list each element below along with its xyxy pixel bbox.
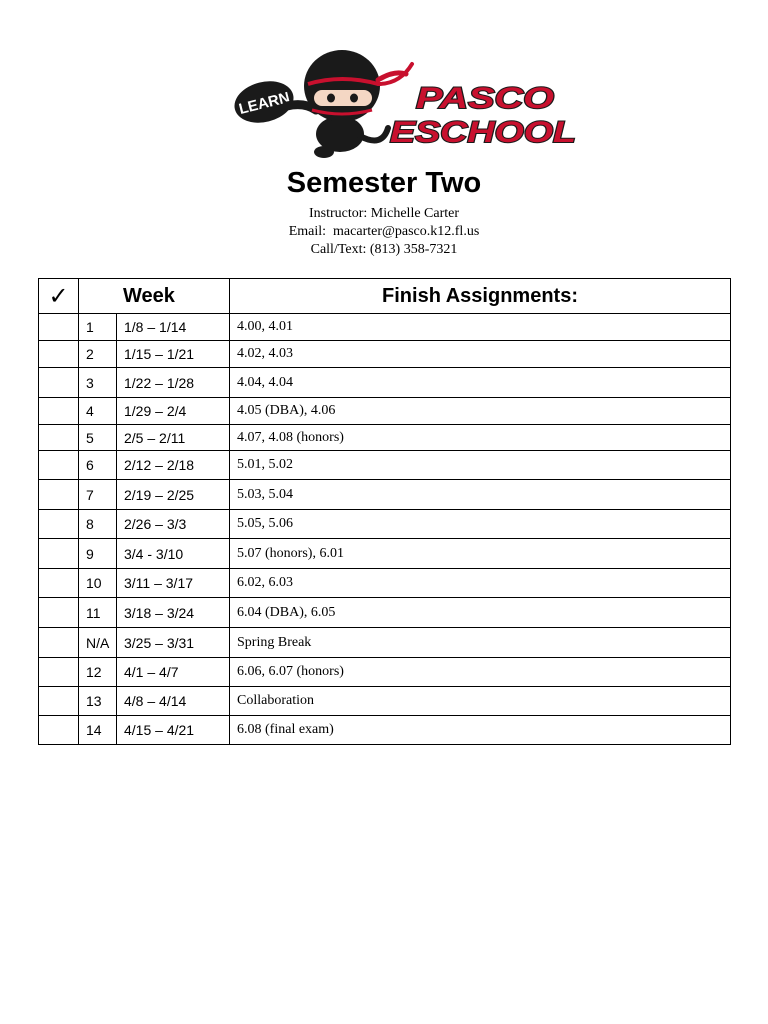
week-number-cell: 14 — [79, 716, 117, 745]
check-cell[interactable] — [39, 368, 79, 398]
ninja-mascot-icon — [232, 44, 582, 160]
table-row — [39, 658, 731, 687]
check-cell[interactable] — [39, 451, 79, 480]
table-row — [39, 628, 731, 658]
assignments-cell: 4.00, 4.01 — [230, 314, 731, 341]
date-range-cell: 3/25 – 3/31 — [117, 628, 230, 658]
table-header-row — [39, 279, 731, 314]
date-range-cell: 4/15 – 4/21 — [117, 716, 230, 745]
check-column-header: ✓ — [39, 279, 79, 314]
instructor-line: Instructor: Michelle Carter — [308, 206, 460, 221]
week-number-cell: 2 — [79, 341, 117, 368]
page-title: Semester Two — [286, 167, 482, 199]
table-row — [39, 510, 731, 539]
check-cell[interactable] — [39, 314, 79, 341]
week-number-cell: 5 — [79, 425, 117, 451]
assignments-cell: 4.05 (DBA), 4.06 — [230, 398, 731, 425]
week-number-cell: 9 — [79, 539, 117, 569]
assignments-cell: 6.06, 6.07 (honors) — [230, 658, 731, 687]
assignment-schedule-table — [38, 278, 731, 745]
check-cell[interactable] — [39, 539, 79, 569]
check-cell[interactable] — [39, 341, 79, 368]
assignments-cell: 5.05, 5.06 — [230, 510, 731, 539]
week-number-cell: 1 — [79, 314, 117, 341]
date-range-cell: 1/15 – 1/21 — [117, 341, 230, 368]
table-row — [39, 539, 731, 569]
contact-info — [0, 205, 768, 259]
table-row — [39, 716, 731, 745]
schedule-rows — [39, 314, 731, 745]
date-range-cell: 3/18 – 3/24 — [117, 598, 230, 628]
date-range-cell: 2/26 – 3/3 — [117, 510, 230, 539]
date-range-cell: 4/1 – 4/7 — [117, 658, 230, 687]
email-line: Email: macarter@pasco.k12.fl.us — [288, 224, 480, 239]
table-row — [39, 341, 731, 368]
date-range-cell: 3/11 – 3/17 — [117, 569, 230, 598]
check-cell[interactable] — [39, 687, 79, 716]
table-row — [39, 398, 731, 425]
date-range-cell: 2/19 – 2/25 — [117, 480, 230, 510]
check-cell[interactable] — [39, 398, 79, 425]
logo-line2: ESCHOOL — [390, 116, 576, 149]
check-cell[interactable] — [39, 425, 79, 451]
assignments-cell: 5.03, 5.04 — [230, 480, 731, 510]
check-cell[interactable] — [39, 480, 79, 510]
week-number-cell: 8 — [79, 510, 117, 539]
week-number-cell: 6 — [79, 451, 117, 480]
week-number-cell: 3 — [79, 368, 117, 398]
date-range-cell: 2/12 – 2/18 — [117, 451, 230, 480]
week-column-header: Week — [79, 279, 230, 314]
assignments-cell: 5.01, 5.02 — [230, 451, 731, 480]
check-cell[interactable] — [39, 510, 79, 539]
check-cell[interactable] — [39, 628, 79, 658]
assignments-cell: 6.02, 6.03 — [230, 569, 731, 598]
date-range-cell: 3/4 - 3/10 — [117, 539, 230, 569]
week-number-cell: 13 — [79, 687, 117, 716]
table-row — [39, 569, 731, 598]
date-range-cell: 2/5 – 2/11 — [117, 425, 230, 451]
assignments-cell: 5.07 (honors), 6.01 — [230, 539, 731, 569]
pasco-eschool-logo — [232, 44, 582, 160]
date-range-cell: 1/22 – 1/28 — [117, 368, 230, 398]
week-number-cell: N/A — [79, 628, 117, 658]
table-row — [39, 451, 731, 480]
assignments-cell: 4.04, 4.04 — [230, 368, 731, 398]
phone-line: Call/Text: (813) 358-7321 — [310, 242, 458, 257]
table-row — [39, 480, 731, 510]
date-range-cell: 4/8 – 4/14 — [117, 687, 230, 716]
check-cell[interactable] — [39, 658, 79, 687]
week-number-cell: 10 — [79, 569, 117, 598]
date-range-cell: 1/29 – 2/4 — [117, 398, 230, 425]
assignments-cell: 4.07, 4.08 (honors) — [230, 425, 731, 451]
table-row — [39, 598, 731, 628]
check-cell[interactable] — [39, 598, 79, 628]
table-row — [39, 314, 731, 341]
learn-badge-text: LEARN — [237, 88, 292, 118]
check-cell[interactable] — [39, 716, 79, 745]
table-row — [39, 687, 731, 716]
week-number-cell: 7 — [79, 480, 117, 510]
assignments-cell: 6.08 (final exam) — [230, 716, 731, 745]
assignments-cell: 6.04 (DBA), 6.05 — [230, 598, 731, 628]
logo-line1: PASCO — [416, 82, 554, 115]
week-number-cell: 11 — [79, 598, 117, 628]
check-cell[interactable] — [39, 569, 79, 598]
assignments-cell: Collaboration — [230, 687, 731, 716]
assignments-cell: 4.02, 4.03 — [230, 341, 731, 368]
table-row — [39, 425, 731, 451]
week-number-cell: 12 — [79, 658, 117, 687]
date-range-cell: 1/8 – 1/14 — [117, 314, 230, 341]
table-row — [39, 368, 731, 398]
assignments-column-header: Finish Assignments: — [230, 279, 731, 314]
assignments-cell: Spring Break — [230, 628, 731, 658]
week-number-cell: 4 — [79, 398, 117, 425]
